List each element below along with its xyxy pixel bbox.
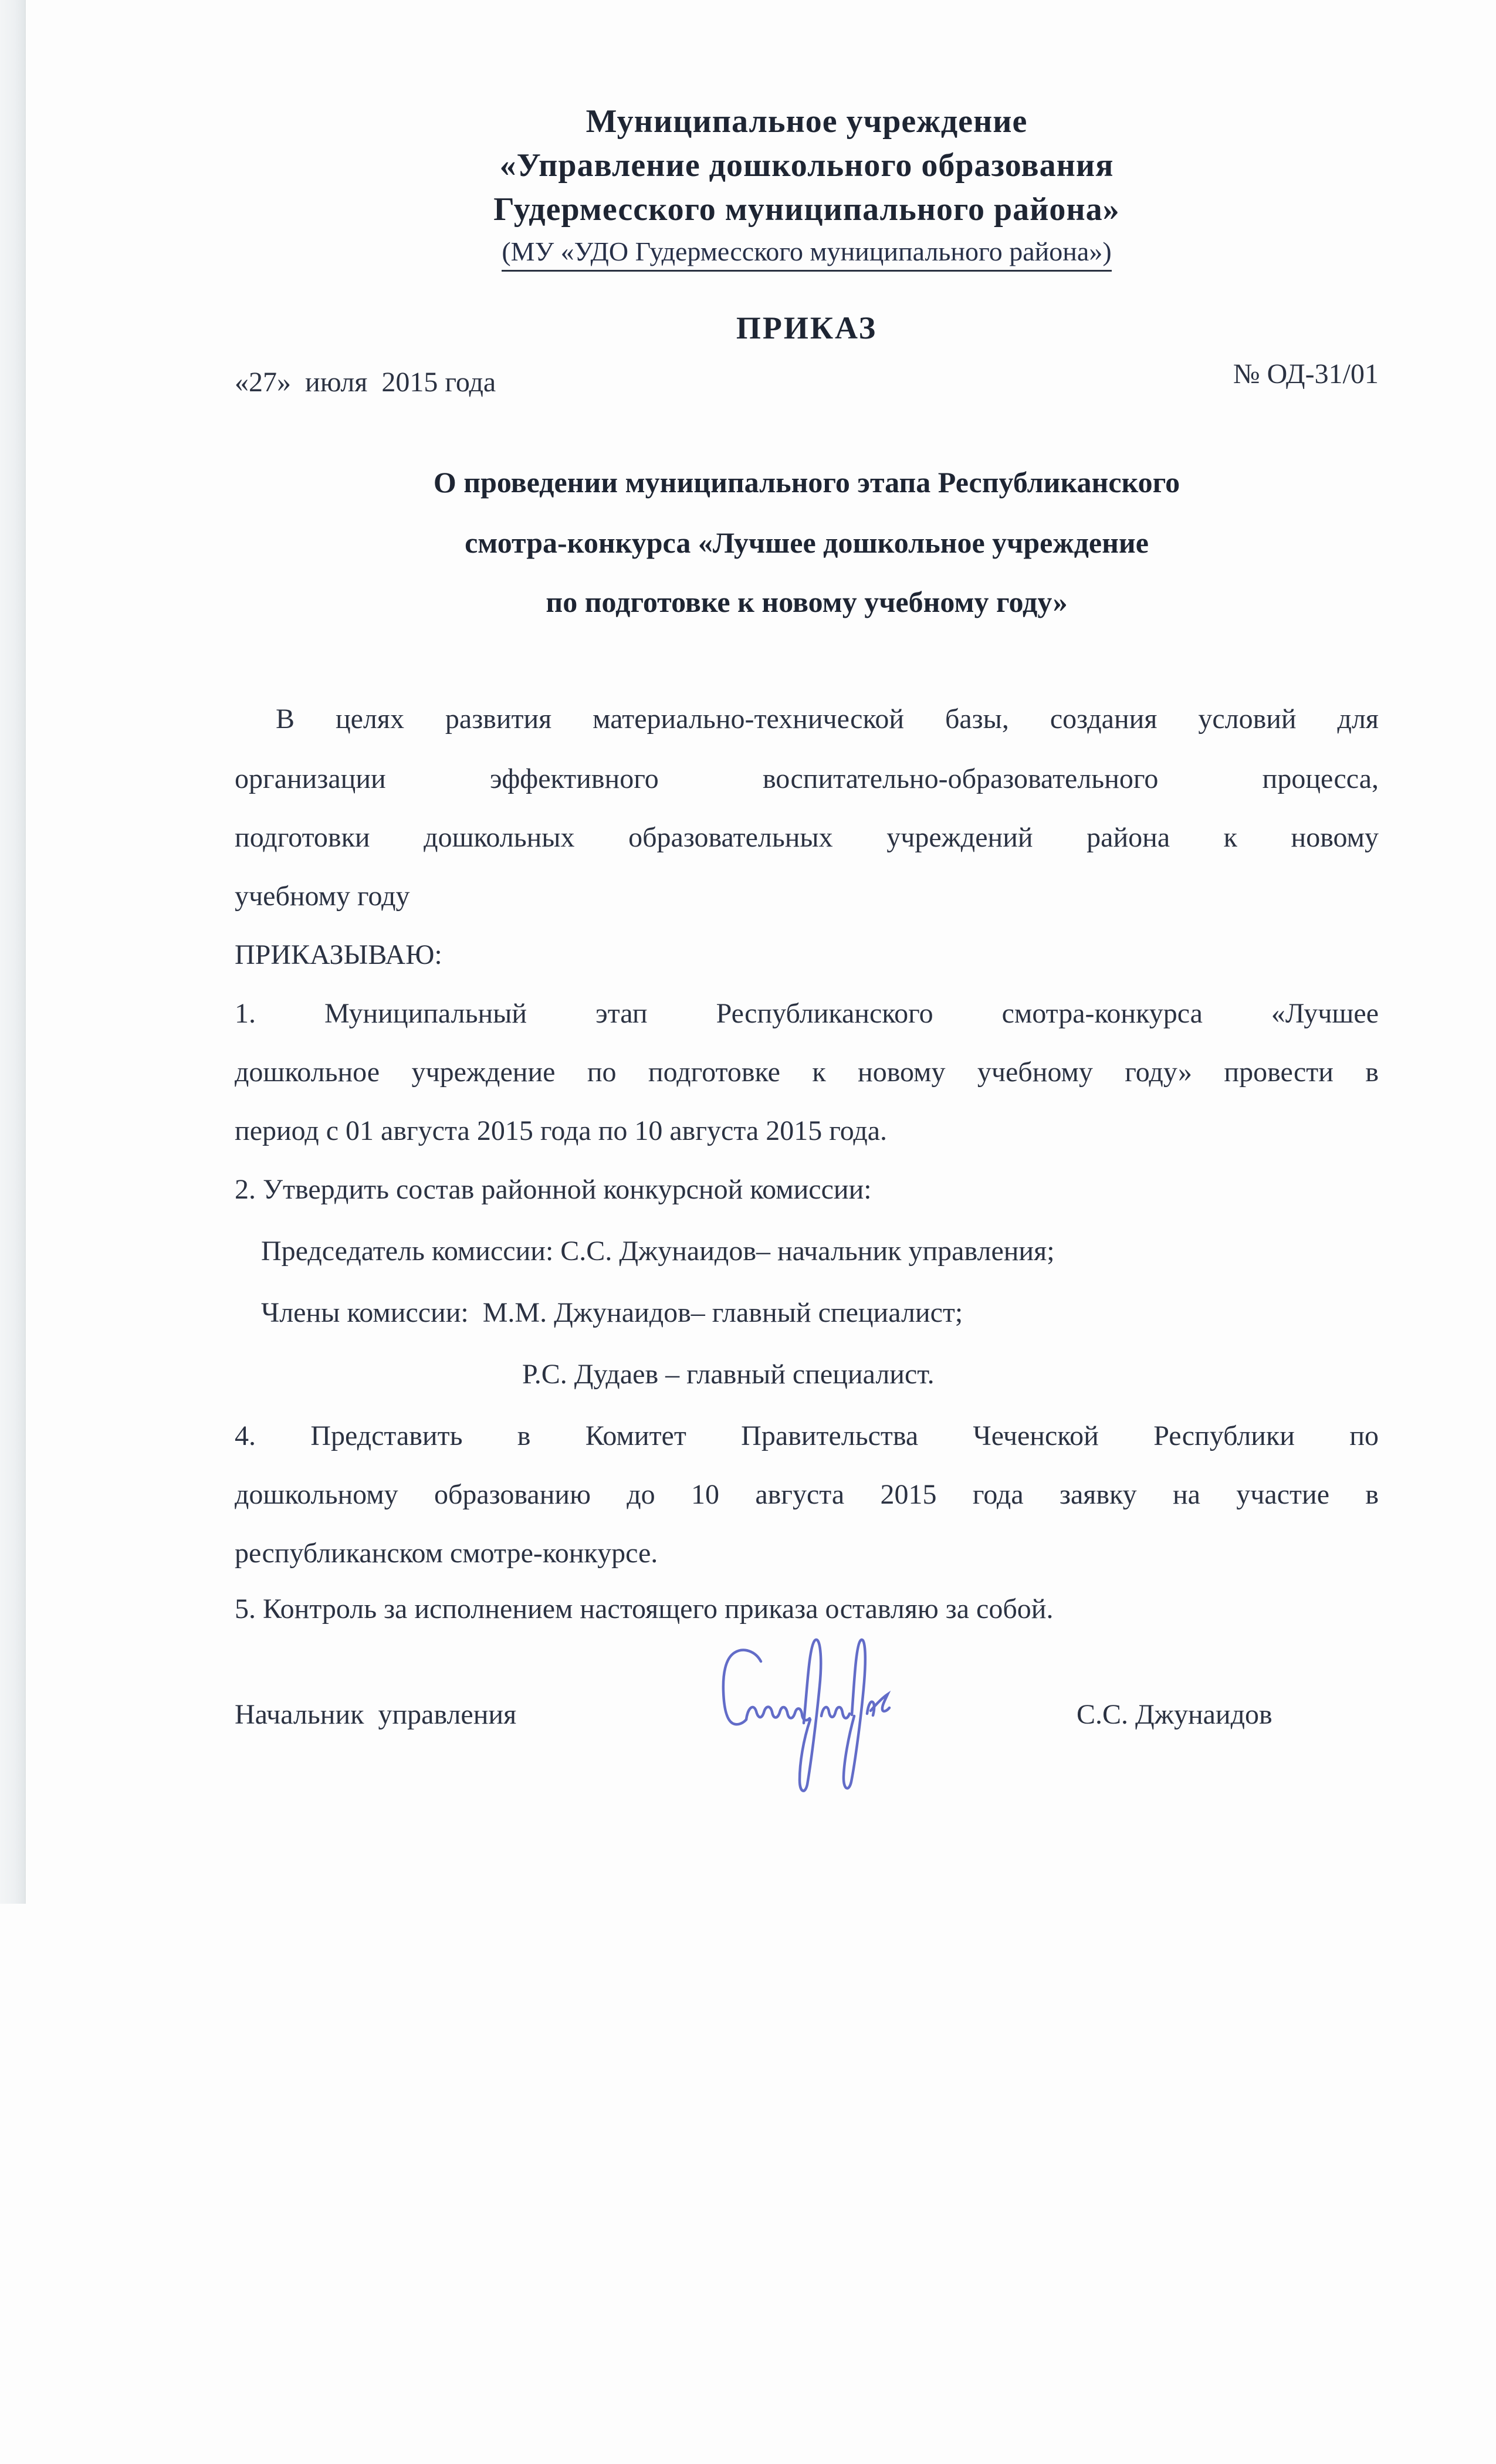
signatory-name: С.С. Джунаидов: [1077, 1699, 1272, 1730]
org-short-name-text: (МУ «УДО Гудермесского муниципального района»): [502, 236, 1111, 272]
item4-line2: дошкольному образованию до 10 августа 2015 года заявку на участие в: [235, 1479, 1379, 1510]
preamble-line2: организации эффективного воспитательно-образовательного процесса,: [235, 763, 1379, 794]
handwritten-signature-icon: [645, 1616, 950, 1819]
item1-line3: период с 01 августа 2015 года по 10 августа 2015 года.: [235, 1115, 888, 1146]
order-number: № ОД-31/01: [1233, 358, 1379, 390]
preamble-line3: подготовки дошкольных образовательных учреждений района к новому: [235, 822, 1379, 853]
subject-title-line2: смотра-конкурса «Лучшее дошкольное учреждение: [465, 526, 1149, 559]
commission-members-line1: Члены комиссии: М.М. Джунаидов– главный специалист;: [261, 1297, 963, 1328]
item2-line: 2. Утвердить состав районной конкурсной комиссии:: [235, 1174, 872, 1205]
subject-title-line1: О проведении муниципального этапа Республиканского: [433, 466, 1180, 499]
org-name-line1: Муниципальное учреждение: [585, 103, 1028, 140]
date-number-row: [235, 358, 1379, 398]
order-date: «27» июля 2015 года: [235, 367, 496, 398]
signatory-position-label: Начальник управления: [235, 1699, 517, 1730]
org-name-line3: Гудермесского муниципального района»: [493, 191, 1120, 228]
org-short-name: [235, 236, 1379, 267]
decree-word: ПРИКАЗЫВАЮ:: [235, 939, 442, 970]
item1-line2: дошкольное учреждение по подготовке к новому учебному году» провести в: [235, 1057, 1379, 1088]
item5-line: 5. Контроль за исполнением настоящего приказа оставляю за собой.: [235, 1593, 1054, 1624]
commission-members-line2: Р.С. Дудаев – главный специалист.: [522, 1359, 935, 1390]
commission-chair-line: Председатель комиссии: С.С. Джунаидов– начальник управления;: [261, 1236, 1055, 1267]
item1-line1: 1. Муниципальный этап Республиканского смотра-конкурса «Лучшее: [235, 998, 1379, 1029]
preamble-line4: учебному году: [235, 881, 410, 912]
scanner-edge-strip: [0, 0, 26, 1904]
subject-title-line3: по подготовке к новому учебному году»: [546, 585, 1068, 618]
org-name-line2: «Управление дошкольного образования: [499, 147, 1114, 184]
doc-type-heading: ПРИКАЗ: [736, 310, 878, 346]
item4-line3: республиканском смотре-конкурсе.: [235, 1538, 658, 1569]
preamble-line1: В целях развития материально-технической базы, создания условий для: [276, 703, 1379, 735]
item4-line1: 4. Представить в Комитет Правительства Чеченской Республики по: [235, 1420, 1379, 1451]
